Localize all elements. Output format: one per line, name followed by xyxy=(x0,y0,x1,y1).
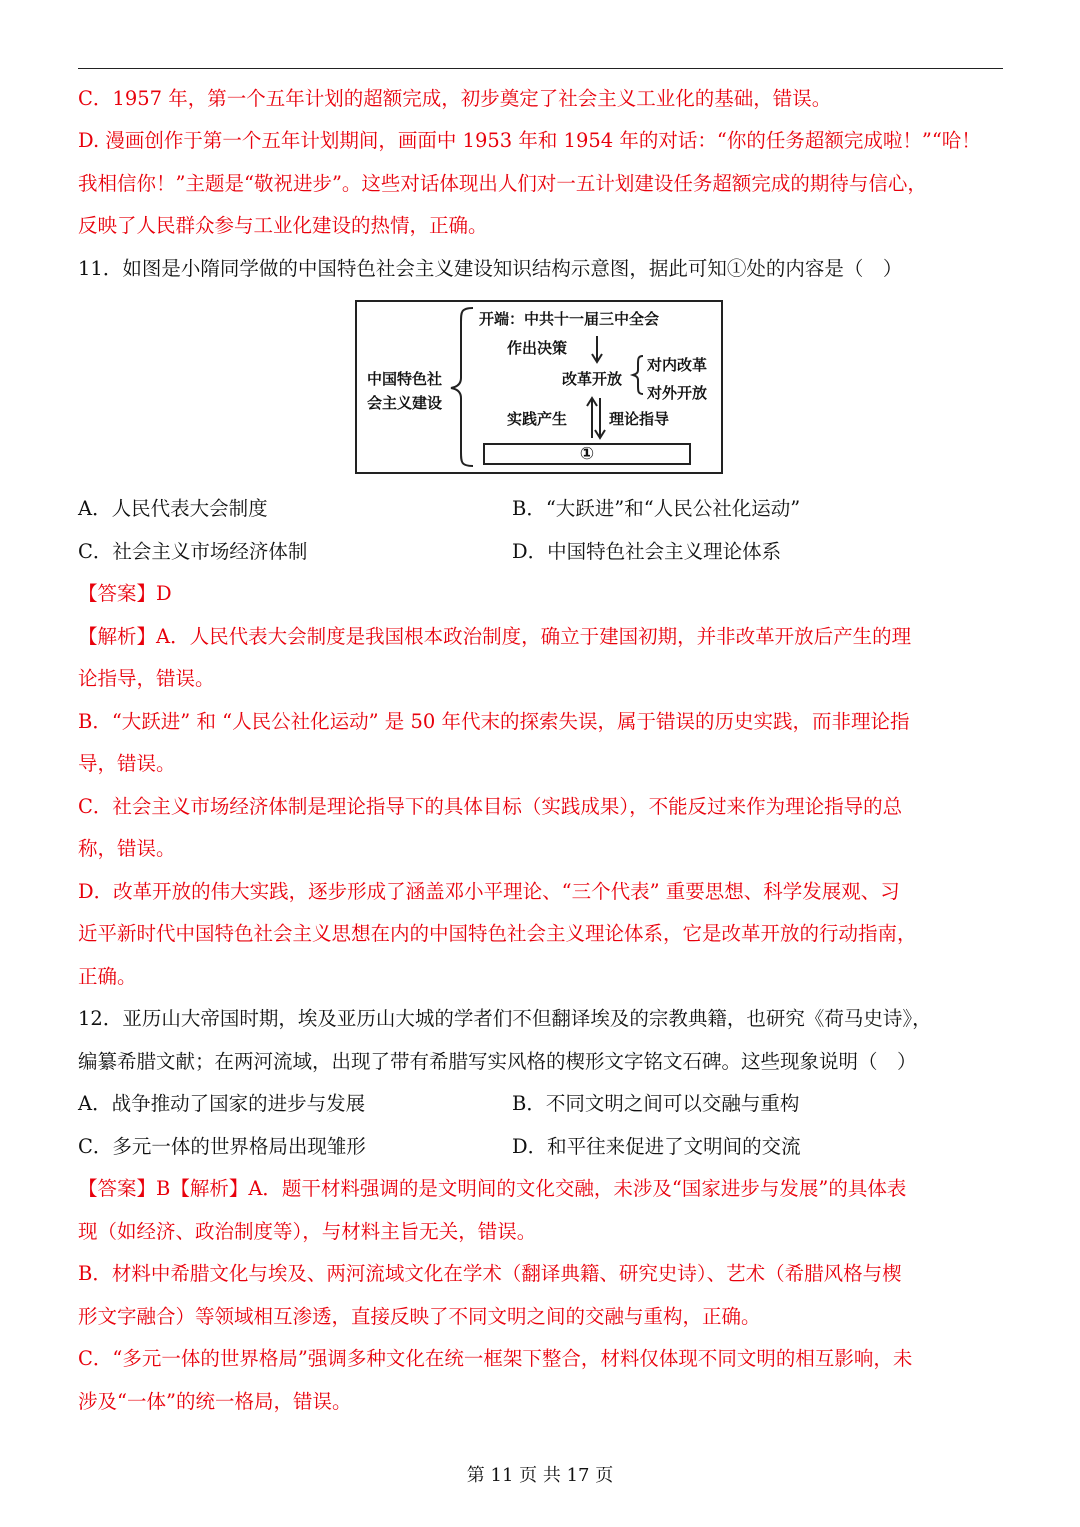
q12-analysis-line-4: 形文字融合）等领域相互渗透，直接反映了不同文明之间的交融与重构，正确。 xyxy=(78,1305,761,1328)
prev-option-c-analysis: C．1957 年，第一个五年计划的超额完成，初步奠定了社会主义工业化的基础，错误。 xyxy=(78,87,832,110)
q12-option-c: C．多元一体的世界格局出现雏形 xyxy=(78,1135,366,1158)
diagram-decision-label: 作出决策 xyxy=(507,339,568,357)
prev-option-d-analysis-line-2: 我相信你！”主题是“敬祝进步”。这些对话体现出人们对一五计划建设任务超额完成的期待与信心， xyxy=(78,172,927,195)
diagram-guidance-label: 理论指导 xyxy=(609,410,670,428)
question-12-stem-line-2: 编纂希腊文献；在两河流域，出现了带有希腊写实风格的楔形文字铭文石碑。这些现象说明（ ） xyxy=(78,1050,917,1073)
prev-option-d-analysis-line-1: D. 漫画创作于第一个五年计划期间，画面中 1953 年和 1954 年的对话：“你的任务超额完成啦！”“哈！ xyxy=(78,129,981,152)
diagram-left-title-line-2: 会主义建设 xyxy=(367,394,443,412)
q11-analysis-line-7: D．改革开放的伟大实践，逐步形成了涵盖邓小平理论、“三个代表” 重要思想、科学发展观、习 xyxy=(78,880,900,903)
q11-option-a: A．人民代表大会制度 xyxy=(78,497,268,520)
q12-analysis-line-6: 涉及“一体”的统一格局，错误。 xyxy=(78,1390,352,1413)
q11-answer: 【答案】D xyxy=(78,582,172,605)
q12-analysis-line-2: 现（如经济、政治制度等），与材料主旨无关，错误。 xyxy=(78,1220,537,1243)
q11-analysis-line-9: 正确。 xyxy=(78,965,137,988)
q12-option-b: B．不同文明之间可以交融与重构 xyxy=(512,1092,800,1115)
q12-analysis-line-3: B．材料中希腊文化与埃及、两河流域文化在学术（翻译典籍、研究史诗）、艺术（希腊风格与楔 xyxy=(78,1262,902,1285)
diagram-practice-label: 实践产生 xyxy=(507,410,568,428)
question-12-stem-line-1: 12．亚历山大帝国时期，埃及亚历山大城的学者们不但翻译埃及的宗教典籍，也研究《荷马史诗》， xyxy=(78,1007,932,1030)
diagram-start-label: 开端：中共十一届三中全会 xyxy=(479,310,660,328)
page-footer: 第 11 页 共 17 页 xyxy=(466,1465,614,1486)
diagram-external-opening-label: 对外开放 xyxy=(647,384,708,402)
knowledge-structure-diagram xyxy=(355,300,723,474)
q12-option-d: D．和平往来促进了文明间的交流 xyxy=(512,1135,801,1158)
q11-analysis-line-4: 导，错误。 xyxy=(78,752,176,775)
q11-analysis-line-2: 论指导，错误。 xyxy=(78,667,215,690)
q11-analysis-line-8: 近平新时代中国特色社会主义思想在内的中国特色社会主义理论体系，它是改革开放的行动指南， xyxy=(78,922,917,945)
header-rule xyxy=(78,68,1003,69)
q11-analysis-line-1: 【解析】A．人民代表大会制度是我国根本政治制度，确立于建国初期，并非改革开放后产生的理 xyxy=(78,625,912,648)
q12-analysis-line-5: C．“多元一体的世界格局”强调多种文化在统一框架下整合，材料仅体现不同文明的相互影响，未 xyxy=(78,1347,913,1370)
diagram-reform-label: 改革开放 xyxy=(562,370,623,388)
diagram-marker-1: ① xyxy=(579,444,595,464)
q11-analysis-line-5: C．社会主义市场经济体制是理论指导下的具体目标（实践成果），不能反过来作为理论指导的总 xyxy=(78,795,903,818)
diagram-blank-box-1 xyxy=(483,443,691,465)
q11-option-c: C．社会主义市场经济体制 xyxy=(78,540,308,563)
prev-option-d-analysis-line-3: 反映了人民群众参与工业化建设的热情，正确。 xyxy=(78,214,488,237)
q11-option-d: D．中国特色社会主义理论体系 xyxy=(512,540,782,563)
diagram-left-title-line-1: 中国特色社 xyxy=(367,370,443,388)
q12-analysis-line-1: 【答案】B【解析】A．题干材料强调的是文明间的文化交融，未涉及“国家进步与发展”的具体表 xyxy=(78,1177,907,1200)
q12-option-a: A．战争推动了国家的进步与发展 xyxy=(78,1092,366,1115)
diagram-internal-reform-label: 对内改革 xyxy=(647,356,708,374)
question-11-stem: 11．如图是小隋同学做的中国特色社会主义建设知识结构示意图，据此可知①处的内容是（ ） xyxy=(78,257,903,280)
q11-option-b: B．“大跃进”和“人民公社化运动” xyxy=(512,497,801,520)
q11-analysis-line-3: B．“大跃进” 和 “人民公社化运动” 是 50 年代末的探索失误，属于错误的历史实践，而非理论指 xyxy=(78,710,910,733)
q11-analysis-line-6: 称，错误。 xyxy=(78,837,176,860)
